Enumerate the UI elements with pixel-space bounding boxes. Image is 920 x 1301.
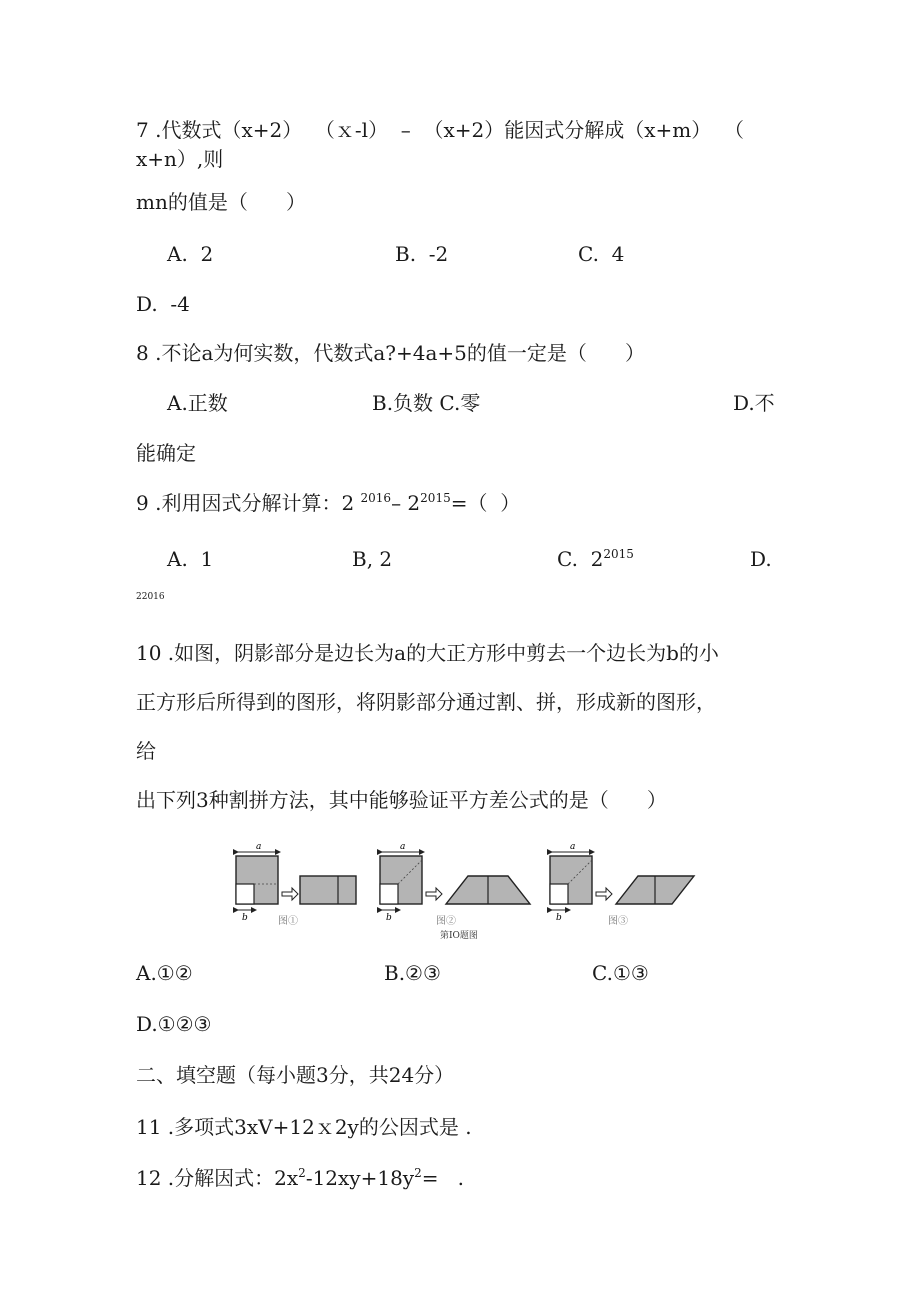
q7-option-b: B. -2 xyxy=(395,242,449,266)
q10-option-b: B.②③ xyxy=(384,961,441,985)
q7-option-a: A. 2 xyxy=(167,242,214,266)
q10-stem-line3: 给 xyxy=(136,739,156,763)
fig1-small-square xyxy=(236,884,254,904)
fig2-arrow-icon xyxy=(426,888,442,900)
q12-part-b: -12xy+18y xyxy=(305,1166,415,1190)
fig1-label-b: b xyxy=(242,913,248,923)
figure-caption: 第IO题图 xyxy=(440,931,478,941)
fig2-label-a: a xyxy=(400,842,406,852)
q10-stem-line2: 正方形后所得到的图形，将阴影部分通过割、拼，形成新的图形， xyxy=(136,690,716,714)
q9-option-d-cont: 22016 xyxy=(136,592,165,602)
fig3-label-b: b xyxy=(556,913,562,923)
q8-option-d: D.不 xyxy=(733,391,775,415)
q8-option-a: A.正数 xyxy=(167,391,228,415)
q9-option-a: A. 1 xyxy=(167,547,214,571)
q9-option-c xyxy=(557,546,634,575)
fig1-caption: 图① xyxy=(278,916,298,927)
q9-stem-a: 9 .利用因式分解计算：2 xyxy=(136,491,361,515)
fig2-caption: 图② xyxy=(436,916,456,927)
q11-text: 11 .多项式3xV+12ｘ2y的公因式是 . xyxy=(136,1115,472,1139)
q9-stem-c: =（ ） xyxy=(450,491,521,515)
q9-exponent-2: 2015 xyxy=(420,491,451,505)
section2-title: 二、填空题（每小题3分，共24分） xyxy=(136,1063,455,1087)
q10-option-c: C.①③ xyxy=(592,961,649,985)
q12-exponent-1: 2 xyxy=(298,1166,306,1180)
fig2-group xyxy=(380,842,530,941)
q9-exponent-1: 2016 xyxy=(360,491,392,505)
fig1-result-rectangle xyxy=(300,876,356,904)
q7-stem-line1: 7 .代数式（x+2） （ｘ-l） – （x+2）能因式分解成（x+m） （ xyxy=(136,118,744,142)
fig3-small-square xyxy=(550,884,568,904)
q7-option-c: C. 4 xyxy=(578,242,625,266)
q9-stem-b: – 2 xyxy=(391,491,421,515)
q9-option-d: D. xyxy=(750,547,772,571)
q7-stem-line3: mn的值是（ ） xyxy=(136,190,306,214)
fig2-label-b: b xyxy=(386,913,392,923)
fig1-group xyxy=(236,842,356,927)
q7-stem-line2: x+n）,则 xyxy=(136,147,224,171)
q12-part-a: 12 .分解因式：2x xyxy=(136,1166,299,1190)
q9-stem xyxy=(136,490,520,519)
fig1-label-a: a xyxy=(256,842,262,852)
q10-figure xyxy=(228,838,708,946)
q9-option-c-exponent: 2015 xyxy=(603,547,634,561)
fig3-label-a: a xyxy=(570,842,576,852)
q9-option-c-base: C. 2 xyxy=(557,547,604,571)
fig3-caption: 图③ xyxy=(608,916,628,927)
q10-stem-line4: 出下列3种割拼方法，其中能够验证平方差公式的是（ ） xyxy=(136,788,667,812)
fig3-group xyxy=(550,842,694,927)
q10-stem-line1: 10 .如图，阴影部分是边长为a的大正方形中剪去一个边长为b的小 xyxy=(136,641,719,665)
q12-exponent-2: 2 xyxy=(414,1166,422,1180)
q8-option-bc: B.负数 C.零 xyxy=(372,391,481,415)
fig3-arrow-icon xyxy=(596,888,612,900)
q8-stem: 8 .不论a为何实数，代数式a?+4a+5的值一定是（ ） xyxy=(136,341,646,365)
q12-part-c: = . xyxy=(421,1166,464,1190)
q8-option-d-cont: 能确定 xyxy=(136,441,196,465)
fig2-small-square xyxy=(380,884,398,904)
fig1-arrow-icon xyxy=(282,888,298,900)
q10-option-a: A.①② xyxy=(136,961,193,985)
q9-option-b: B, 2 xyxy=(352,547,393,571)
q10-option-d: D.①②③ xyxy=(136,1012,212,1036)
q7-option-d: D. -4 xyxy=(136,292,190,316)
q12-text xyxy=(136,1165,464,1194)
